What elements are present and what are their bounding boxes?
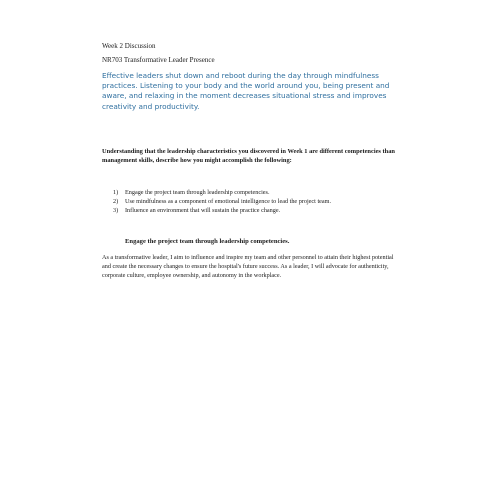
list-item-text: Engage the project team through leadership competencies. [125,189,270,197]
body-paragraph: As a transformative leader, I aim to influence and inspire my team and other personnel to attain their highest potential and create the necessary changes to ensure the hospital's future success. As a leader, I will advocate for authenticity, corporate culture, employee ownership, and autonomy in the workplace. [102,253,394,279]
list-item-number: 1) [113,189,119,197]
list-item [113,189,402,198]
list-item-number: 2) [113,198,119,206]
section-heading: Engage the project team through leadership competencies. [125,237,290,245]
list-item [113,207,402,216]
list-item-text: Use mindfulness as a component of emotional intelligence to lead the project team. [125,198,332,206]
course-title: NR703 Transformative Leader Presence [102,56,215,64]
document-content [102,42,402,281]
discussion-title: Week 2 Discussion [102,42,156,50]
mindfulness-callout: Effective leaders shut down and reboot during the day through mindfulness practices. Listening to your body and the world around you, being present and aware, and relaxing in the moment decreases situational stress and improves creativity and productivity. [102,71,390,111]
list-item [113,198,402,207]
discussion-prompt: Understanding that the leadership characteristics you discovered in Week 1 are different competencies than management skills, describe how you might accomplish the following: [102,147,395,164]
list-item-number: 3) [113,207,119,214]
list-item-text: Influence an environment that will sustain the practice change. [125,207,281,214]
prompt-list [113,189,402,215]
